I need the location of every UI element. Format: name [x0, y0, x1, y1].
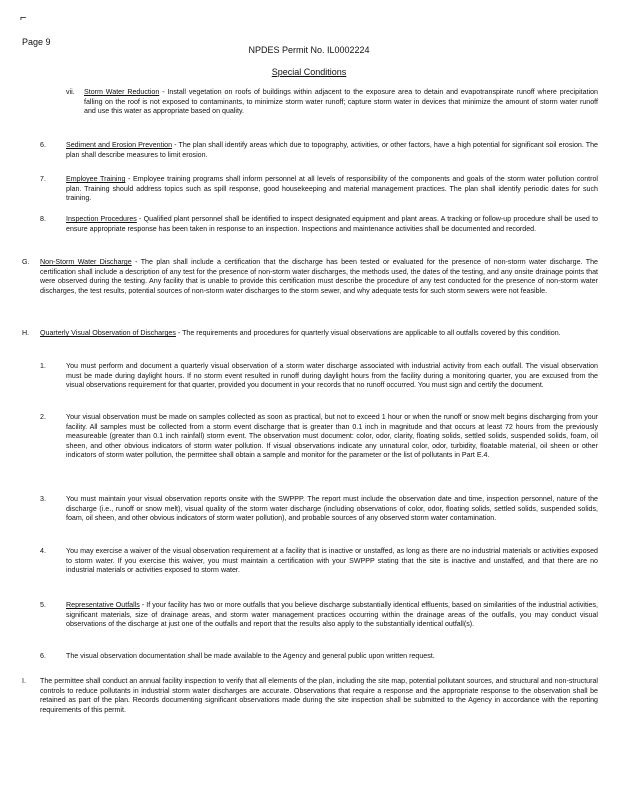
item-number: 8.	[40, 215, 46, 223]
item-heading: Non-Storm Water Discharge	[40, 258, 132, 266]
item-number: 3.	[40, 495, 46, 503]
permit-number: NPDES Permit No. IL0002224	[248, 45, 370, 55]
item-body: Your visual observation must be made on samples collected as soon as practical, but not to exceed 1 hour or when the runoff or snow melt begins discharging from your facility. All samples must be collected from a storm event discharge that is greater than 0.1 inch in magnitude and that occurs at least 72 hours from the previously measureable (greater than 0.1 inch rainfall) storm event. The observation must document: color, odor, clarity, floating solids, settled solids, suspended solids, foam, oil sheen, and other obvious indicators of storm water pollution. If visual observations indicate any unnatural color, odor, turbidity, floatable material, oil sheen or other indicators of storm water pollution, the permittee shall obtain a sample and monitor for the parameter or the list of pollutants in Part E.4.	[66, 413, 598, 460]
item-body: - The requirements and procedures for quarterly visual observations are applicable to all outfalls covered by this condition.	[175, 329, 561, 337]
list-item	[40, 329, 598, 339]
list-item	[84, 88, 598, 117]
item-number: 4.	[40, 547, 46, 555]
item-body: - Install vegetation on roofs of buildings within adjacent to the exposure area to detain and evapotranspirate runoff where precipitation falling on the roof is not exposed to contaminants, to minimize storm water runoff; capture storm water in devices that minimize the amount of storm water runoff and use this water as appropriate based on quality.	[84, 88, 598, 116]
item-body: - The plan shall identify areas which due to topography, activities, or other factors, have a high potential for significant soil erosion. The plan shall describe measures to limit erosion.	[66, 141, 598, 159]
item-number: H.	[22, 329, 30, 337]
list-item	[66, 547, 598, 576]
item-body: You must maintain your visual observation reports onsite with the SWPPP. The report must include the observation date and time, inspection personnel, nature of the discharge (i.e., runoff or snow melt), visual quality of the storm water discharge (including observations of color, odor, floating solids, settled solids, suspended solids, foam, oil sheen, and other obvious indicators of storm water pollution), and probable sources of any observed storm water contamination.	[66, 495, 598, 523]
page-number: Page 9	[22, 37, 51, 47]
item-body: The permittee shall conduct an annual facility inspection to verify that all elements of the plan, including the site map, potential pollutant sources, and structural and non-structural controls to reduce pollutants in industrial storm water discharges are accurate. Observations that require a response and the appropriate response to the observation shall be retained as part of the plan. Records documenting significant observations made during the site inspection shall be submitted to the Agency in accordance with the reporting requirements of this permit.	[40, 677, 598, 714]
item-number: vii.	[66, 88, 75, 96]
item-number: 6.	[40, 652, 46, 660]
list-item	[66, 362, 598, 391]
item-heading: Inspection Procedures	[66, 215, 137, 223]
item-body: - If your facility has two or more outfalls that you believe discharge substantially identical effluents, based on similarities of the industrial activities, significant materials, size of drainage areas, and storm water management practices occurring within the drainage areas of the outfalls, you may conduct visual observations of the discharge at just one of the outfalls and report that the results also apply to the substantially identical outfall(s).	[66, 601, 598, 629]
item-heading: Storm Water Reduction	[84, 88, 160, 96]
list-item	[66, 141, 598, 160]
list-item	[40, 258, 598, 296]
item-number: I.	[22, 677, 26, 685]
list-item	[66, 215, 598, 234]
item-heading: Sediment and Erosion Prevention	[66, 141, 173, 149]
list-item	[66, 601, 598, 630]
item-heading: Representative Outfalls	[66, 601, 140, 609]
item-body: - Employee training programs shall inform personnel at all levels of responsibility of the components and goals of the storm water pollution control plan. Training should address topics such as spill response, good housekeeping and material management practices. The plan shall identify periodic dates for such training.	[66, 175, 598, 203]
item-body: - The plan shall include a certification that the discharge has been tested or evaluated for the presence of non-storm water discharge. The certification shall include a description of any test for the presence of non-storm water discharges, the methods used, the dates of the testing, and any onsite drainage points that were observed during the testing. Any facility that is unable to provide this certification must describe the procedure of any test conducted for the presence of non-storm water discharges, the test results, potential sources of non-storm water discharges to the storm sewer, and why adequate tests for such storm sewers were not feasible.	[40, 258, 599, 295]
item-number: 6.	[40, 141, 46, 149]
list-item	[66, 652, 598, 662]
section-title: Special Conditions	[271, 67, 347, 77]
item-number: G.	[22, 258, 30, 266]
item-number: 1.	[40, 362, 46, 370]
item-heading: Quarterly Visual Observation of Discharges	[40, 329, 176, 337]
list-item	[66, 413, 598, 461]
item-body: You must perform and document a quarterly visual observation of a storm water discharge associated with industrial activity from each outfall. The visual observation must be made during daylight hours. If no storm event resulted in runoff during daylight hours from the facility during a monitoring quarter, you are excused from the visual observations requirement for that quarter, provided you document in your records that no runoff occurred. You must sign and certify the document.	[66, 362, 598, 390]
item-body: The visual observation documentation shall be made available to the Agency and general public upon written request.	[66, 652, 435, 660]
item-number: 7.	[40, 175, 46, 183]
corner-mark: ⌐	[20, 12, 27, 24]
list-item	[66, 175, 598, 204]
item-body: - Qualified plant personnel shall be identified to inspect designated equipment and plant areas. A tracking or follow-up procedure shall be used to ensure appropriate response has been taken in response to an inspection. Inspections and maintenance activities shall be documented and recorded.	[66, 215, 598, 233]
item-number: 2.	[40, 413, 46, 421]
list-item	[40, 677, 598, 715]
item-heading: Employee Training	[66, 175, 126, 183]
item-number: 5.	[40, 601, 46, 609]
item-body: You may exercise a waiver of the visual observation requirement at a facility that is inactive or unstaffed, as long as there are no industrial materials or activities exposed to storm water. If you exercise this waiver, you must maintain a certification with your SWPPP stating that the site is inactive and unstaffed, and that there are no industrial materials or activities exposed to storm water.	[66, 547, 598, 575]
list-item	[66, 495, 598, 524]
